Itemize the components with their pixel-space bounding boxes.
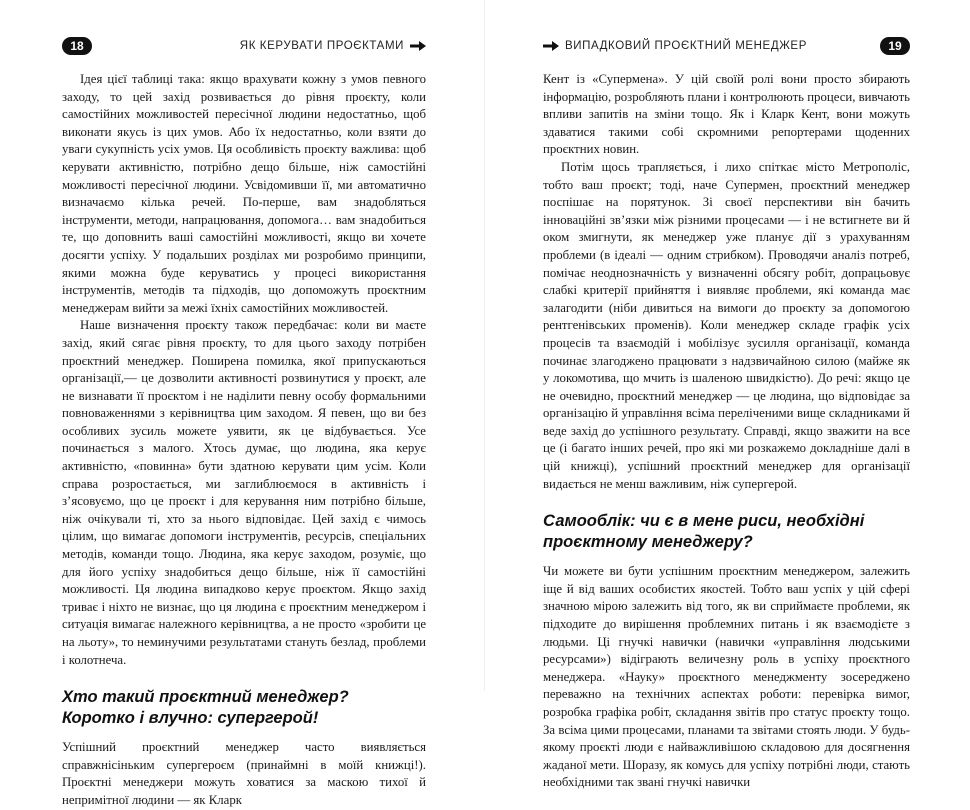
paragraph: Чи можете ви бути успішним проєктним менеджером, залежить іще й від ваших особистих якостей. Тобто ваш успіх у цій сфері значною мірою залежить від того, як ви сприймаєте проблеми, як підходите до вирішення проблемних питань і як взаємодієте з людьми. Ці гнучкі навички (навички «управління людськими ресурсами») відіграють величезну роль в успіху проєктного менеджера. «Науку» проєктного менеджменту зосереджено переважно на технічних аспектах роботи: перевірка вимог, розробка графіка робіт, складання звітів про статус проєкту тощо. За всіма цими процесами, планами та звітами стоять люди. У будь-якому проєкті люди є найважливішою складовою для досягнення жаданої мети. Шоразу, як комусь для успіху потрібні люди, стають необхідними так звані гнучкі навички <box>543 564 910 790</box>
right-body-text <box>543 71 910 792</box>
left-header <box>62 36 426 56</box>
section-heading: Самооблік: чи є в мене риси, необхідні проєктному менеджеру? <box>543 512 865 552</box>
paragraph: Наше визначення проєкту також передбачає: коли ви маєте захід, який сягає рівня проєкту, то для цього заходу потрібен проєктний менеджер. Поширена помилка, якої припускаються організації,— це дозволити активності розвинутися у проєкт, але не визнавати її проєктом і не наділити певну особу формальними повноваженнями з керівництва цим заходом. Я певен, що ви без особливих зусиль можете уявити, як це відбувається. Усе починається з малого. Хтось думає, що людина, яка керує активністю, «повинна» бути здатною керувати цим усім. Коли справа розростається, ми заглиблюємося в активність і з’ясовуємо, що це проєкт і для керування ним потрібно більше, ніж очікували ті, хто за нього відповідає. Цей захід є чимось цілим, що вимагає допомоги інструментів, ресурсів, спеціальних методів, команди тощо. Людина, яка керує заходом, розуміє, що для його успіху знадобиться дещо більше, ніж її самостійні можливості. Ця людина випадково керує проєктом. Якщо захід триває і ніхто не визнає, що ця людина є проєктним менеджером і ситуація вимагає належного керівництва, а не просто «зробити це на льоту», то неминучими результатами стануть безлад, проблеми і колотнеча. <box>62 318 426 667</box>
left-page <box>0 0 485 807</box>
left-running-head: ЯК КЕРУВАТИ ПРОЄКТАМИ <box>239 40 404 52</box>
paragraph: Потім щось трапляється, і лихо спіткає місто Метрополіс, тобто ваш проєкт; тоді, наче Супермен, проєктний менеджер поспішає на порятунок. Зі своєї перспективи він бачить інноваційні зв’язки між різними процесами — і не встигнете ви й оком змигнути, як менеджер уже планує дії з урахуванням проблеми (в ідеалі — одним стрибком). Проводячи аналіз потреб, помічає неоднозначність у визначенні обсягу робіт, допрацьовує слабкі критерії прийняття і виявляє проблеми, які команда має залагодити (ніби дивиться на вимоги до проєкту за допомогою рентгенівських променів). Коли менеджер складе графік усіх процесів та взаємодій і мобілізує зусилля організації, команда починає злагоджено працювати з надзвичайною силою (майже як у локомотива, що мчить із шаленою швидкістю). До речі: якщо це не очевидно, проєктний менеджер — це людина, що відповідає за організацію й управління всіма переліченими вище складниками й веде захід до успішного результату. Справді, якщо зважити на все це (і багато інших речей, про які ми розкажемо докладніше далі в цій книжці), успішний проєктний менеджер для організації видається не менш важливим, ніж супергерой. <box>543 159 910 491</box>
arrow-right-icon <box>543 41 559 51</box>
left-page-number: 18 <box>62 37 92 55</box>
paragraph: Ідея цієї таблиці така: якщо врахувати кожну з умов певного заходу, то цей захід розвивається до рівня проєкту, коли самостійних можливостей пересічної людини недостатньо, щоб виконати якусь із цих умов. Або їх недостатньо, коли взяти до уваги сукупність усіх умов. Ця особливість проєкту важлива: щоб керувати активністю, потрібно дещо більше, ніж самостійні можливості пересічної людини. Усвідомивши її, ми автоматично визначаємо кілька речей. По-перше, вам знадобляться інструменти, методи, напрацювання, допомога… вам знадобиться те, що доповнить ваші самостійні можливості, якщо ви хочете досягти успіху. У подальших розділах ми розробимо принципи, якими можна буде керуватись у процесі використання інструментів, методів та підходів, що допоможуть проєктним менеджерам вийти за межі їхніх самостійних можливостей. <box>62 72 426 315</box>
left-body-text <box>62 71 426 810</box>
right-running-head: ВИПАДКОВИЙ ПРОЄКТНИЙ МЕНЕДЖЕР <box>565 40 807 52</box>
arrow-right-icon <box>410 41 426 51</box>
paragraph: Успішний проєктний менеджер часто виявляється справжнісіньким супергероєм (принаймні в моїй книжці!). Проєктні менеджери можуть ховатися за маскою тихої й непримітної людини — як Кларк <box>62 740 426 807</box>
right-header <box>543 36 910 56</box>
paragraph: Кент із «Супермена». У цій своїй ролі вони просто збирають інформацію, розробляють плани і контролюють процеси, вивчають впливи запитів на зміни тощо. Як і Кларк Кент, вони можуть здаватися такими собі скромними репортерами щоденних проєктних новин. <box>543 72 911 157</box>
right-page <box>485 0 970 790</box>
right-page-number: 19 <box>880 37 910 55</box>
section-heading: Хто такий проєктний менеджер? Коротко і влучно: супергерой! <box>62 688 349 728</box>
